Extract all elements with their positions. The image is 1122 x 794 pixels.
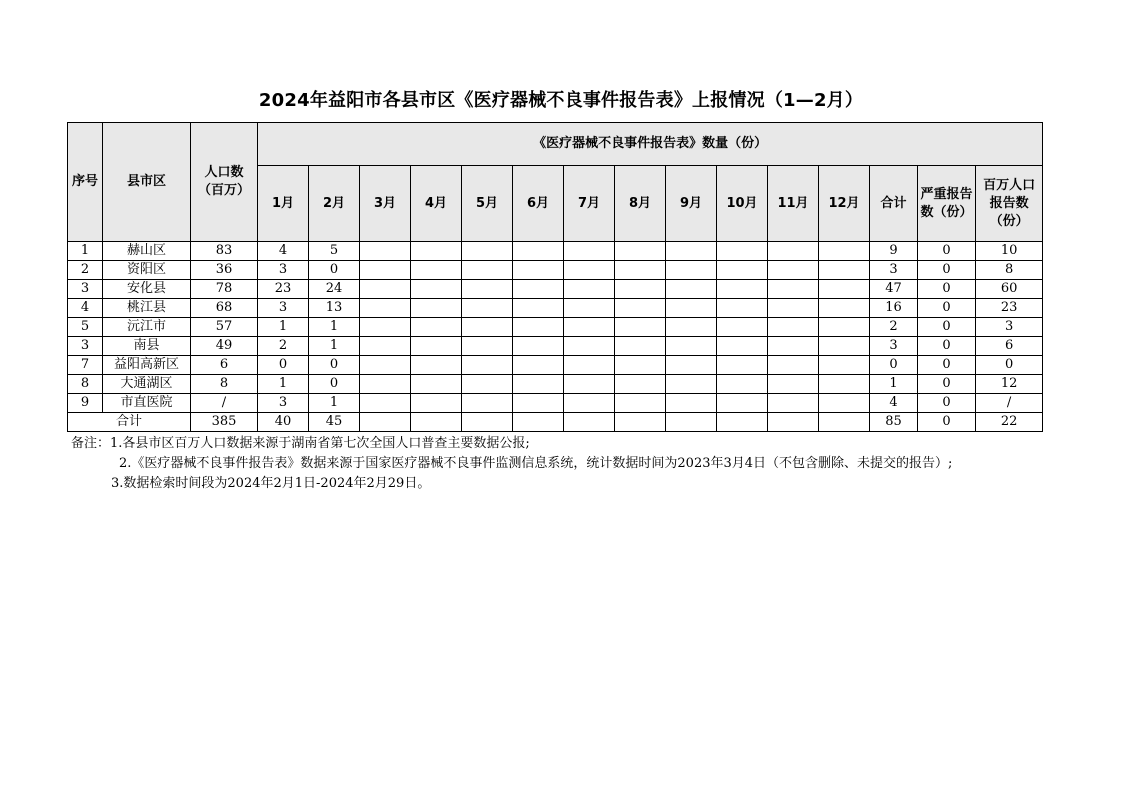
cell-month-3 — [360, 261, 411, 280]
cell-total: 4 — [870, 394, 918, 413]
cell-month-3 — [360, 280, 411, 299]
cell-month-12 — [819, 242, 870, 261]
cell-serious: 0 — [918, 299, 976, 318]
cell-month-11 — [768, 394, 819, 413]
cell-population: 6 — [191, 356, 258, 375]
cell-month-1: 1 — [258, 375, 309, 394]
table-row — [68, 261, 1043, 280]
cell-month-6 — [513, 318, 564, 337]
cell-month-8 — [615, 242, 666, 261]
cell-month-9 — [666, 318, 717, 337]
cell-month-6 — [513, 242, 564, 261]
cell-month-10 — [717, 356, 768, 375]
cell-month-11 — [768, 375, 819, 394]
cell-month-12 — [819, 413, 870, 432]
cell-month-3 — [360, 337, 411, 356]
cell-serious: 0 — [918, 337, 976, 356]
cell-month-9 — [666, 242, 717, 261]
cell-month-6 — [513, 299, 564, 318]
cell-total: 0 — [870, 356, 918, 375]
cell-total: 3 — [870, 261, 918, 280]
cell-month-2: 1 — [309, 337, 360, 356]
cell-seq: 2 — [68, 261, 103, 280]
cell-county: 市直医院 — [103, 394, 191, 413]
cell-population: 68 — [191, 299, 258, 318]
cell-month-8 — [615, 413, 666, 432]
cell-population: 385 — [191, 413, 258, 432]
cell-total: 47 — [870, 280, 918, 299]
cell-month-7 — [564, 280, 615, 299]
cell-month-8 — [615, 337, 666, 356]
cell-month-12 — [819, 280, 870, 299]
total-row — [68, 413, 1043, 432]
cell-month-5 — [462, 299, 513, 318]
cell-month-3 — [360, 356, 411, 375]
cell-population: 36 — [191, 261, 258, 280]
cell-month-5 — [462, 280, 513, 299]
cell-per-million: 22 — [976, 413, 1043, 432]
cell-month-9 — [666, 280, 717, 299]
cell-month-10 — [717, 299, 768, 318]
cell-month-4 — [411, 375, 462, 394]
header-month-12: 12月 — [819, 166, 870, 242]
header-month-2: 2月 — [309, 166, 360, 242]
cell-month-7 — [564, 242, 615, 261]
cell-population: 49 — [191, 337, 258, 356]
cell-month-9 — [666, 356, 717, 375]
cell-month-8 — [615, 318, 666, 337]
cell-month-10 — [717, 242, 768, 261]
cell-serious: 0 — [918, 394, 976, 413]
cell-month-11 — [768, 242, 819, 261]
header-month-9: 9月 — [666, 166, 717, 242]
cell-month-2: 13 — [309, 299, 360, 318]
cell-per-million: 6 — [976, 337, 1043, 356]
cell-serious: 0 — [918, 375, 976, 394]
table-row — [68, 394, 1043, 413]
cell-month-1: 1 — [258, 318, 309, 337]
header-month-10: 10月 — [717, 166, 768, 242]
cell-month-1: 3 — [258, 394, 309, 413]
cell-month-5 — [462, 261, 513, 280]
cell-seq: 5 — [68, 318, 103, 337]
cell-month-3 — [360, 299, 411, 318]
cell-per-million: 0 — [976, 356, 1043, 375]
table-row — [68, 318, 1043, 337]
total-label: 合计 — [68, 413, 191, 432]
cell-total: 16 — [870, 299, 918, 318]
cell-county: 益阳高新区 — [103, 356, 191, 375]
header-county: 县市区 — [103, 123, 191, 242]
cell-month-4 — [411, 413, 462, 432]
cell-seq: 9 — [68, 394, 103, 413]
cell-month-8 — [615, 299, 666, 318]
cell-county: 赫山区 — [103, 242, 191, 261]
header-per-million: 百万人口报告数（份） — [976, 166, 1043, 242]
cell-month-5 — [462, 318, 513, 337]
cell-month-6 — [513, 375, 564, 394]
cell-per-million: 60 — [976, 280, 1043, 299]
cell-month-4 — [411, 356, 462, 375]
cell-month-7 — [564, 394, 615, 413]
cell-month-9 — [666, 394, 717, 413]
cell-month-2: 5 — [309, 242, 360, 261]
cell-per-million: 12 — [976, 375, 1043, 394]
page-title: 2024年益阳市各县市区《医疗器械不良事件报告表》上报情况（1—2月） — [258, 90, 864, 111]
cell-month-5 — [462, 242, 513, 261]
cell-seq: 3 — [68, 337, 103, 356]
cell-per-million: 23 — [976, 299, 1043, 318]
cell-month-8 — [615, 280, 666, 299]
header-month-7: 7月 — [564, 166, 615, 242]
cell-month-1: 40 — [258, 413, 309, 432]
cell-month-6 — [513, 337, 564, 356]
cell-month-2: 0 — [309, 375, 360, 394]
cell-seq: 7 — [68, 356, 103, 375]
cell-total: 85 — [870, 413, 918, 432]
cell-month-8 — [615, 375, 666, 394]
cell-seq: 4 — [68, 299, 103, 318]
cell-month-2: 1 — [309, 318, 360, 337]
cell-serious: 0 — [918, 413, 976, 432]
cell-month-4 — [411, 280, 462, 299]
cell-month-2: 45 — [309, 413, 360, 432]
cell-month-5 — [462, 375, 513, 394]
header-report-group: 《医疗器械不良事件报告表》数量（份） — [258, 123, 1043, 166]
cell-month-3 — [360, 242, 411, 261]
cell-month-12 — [819, 261, 870, 280]
cell-month-7 — [564, 375, 615, 394]
cell-month-7 — [564, 318, 615, 337]
cell-total: 1 — [870, 375, 918, 394]
cell-month-11 — [768, 356, 819, 375]
cell-month-9 — [666, 261, 717, 280]
cell-population: 78 — [191, 280, 258, 299]
cell-month-1: 0 — [258, 356, 309, 375]
cell-population: 57 — [191, 318, 258, 337]
header-month-6: 6月 — [513, 166, 564, 242]
note-3: 3.数据检索时间段为2024年2月1日-2024年2月29日。 — [111, 476, 431, 491]
cell-month-7 — [564, 299, 615, 318]
cell-seq: 1 — [68, 242, 103, 261]
cell-county: 资阳区 — [103, 261, 191, 280]
table-row — [68, 242, 1043, 261]
note-2: 2.《医疗器械不良事件报告表》数据来源于国家医疗器械不良事件监测信息系统，统计数据时间为2023年3月4日（不包含删除、未提交的报告）; — [119, 456, 953, 471]
cell-county: 安化县 — [103, 280, 191, 299]
cell-month-6 — [513, 280, 564, 299]
cell-month-2: 1 — [309, 394, 360, 413]
cell-serious: 0 — [918, 280, 976, 299]
cell-month-5 — [462, 356, 513, 375]
cell-month-6 — [513, 261, 564, 280]
cell-month-8 — [615, 356, 666, 375]
header-population: 人口数（百万） — [191, 123, 258, 242]
cell-total: 3 — [870, 337, 918, 356]
cell-month-1: 3 — [258, 299, 309, 318]
header-month-3: 3月 — [360, 166, 411, 242]
cell-month-9 — [666, 413, 717, 432]
cell-month-12 — [819, 356, 870, 375]
table-row — [68, 280, 1043, 299]
cell-month-9 — [666, 337, 717, 356]
cell-total: 9 — [870, 242, 918, 261]
cell-month-10 — [717, 280, 768, 299]
cell-seq: 3 — [68, 280, 103, 299]
cell-month-11 — [768, 299, 819, 318]
cell-county: 桃江县 — [103, 299, 191, 318]
cell-month-10 — [717, 318, 768, 337]
cell-population: / — [191, 394, 258, 413]
cell-serious: 0 — [918, 261, 976, 280]
cell-month-6 — [513, 413, 564, 432]
cell-month-1: 2 — [258, 337, 309, 356]
cell-month-3 — [360, 375, 411, 394]
cell-month-7 — [564, 337, 615, 356]
cell-month-4 — [411, 261, 462, 280]
cell-month-1: 3 — [258, 261, 309, 280]
cell-month-4 — [411, 318, 462, 337]
cell-month-4 — [411, 337, 462, 356]
cell-month-10 — [717, 394, 768, 413]
header-month-8: 8月 — [615, 166, 666, 242]
notes — [71, 434, 1051, 494]
cell-month-12 — [819, 375, 870, 394]
cell-month-11 — [768, 413, 819, 432]
cell-month-12 — [819, 394, 870, 413]
report-table — [67, 122, 1043, 432]
cell-county: 沅江市 — [103, 318, 191, 337]
cell-serious: 0 — [918, 318, 976, 337]
cell-month-12 — [819, 299, 870, 318]
cell-per-million: 10 — [976, 242, 1043, 261]
table-row — [68, 337, 1043, 356]
cell-month-11 — [768, 337, 819, 356]
cell-month-10 — [717, 261, 768, 280]
cell-month-1: 4 — [258, 242, 309, 261]
cell-month-11 — [768, 318, 819, 337]
table-row — [68, 375, 1043, 394]
cell-month-6 — [513, 356, 564, 375]
header-month-1: 1月 — [258, 166, 309, 242]
cell-serious: 0 — [918, 356, 976, 375]
cell-month-12 — [819, 337, 870, 356]
cell-total: 2 — [870, 318, 918, 337]
cell-per-million: / — [976, 394, 1043, 413]
header-total: 合计 — [870, 166, 918, 242]
cell-month-12 — [819, 318, 870, 337]
cell-month-10 — [717, 337, 768, 356]
cell-county: 南县 — [103, 337, 191, 356]
cell-month-6 — [513, 394, 564, 413]
header-month-5: 5月 — [462, 166, 513, 242]
cell-month-1: 23 — [258, 280, 309, 299]
header-month-11: 11月 — [768, 166, 819, 242]
header-seq: 序号 — [68, 123, 103, 242]
cell-month-9 — [666, 375, 717, 394]
cell-month-4 — [411, 394, 462, 413]
cell-month-5 — [462, 337, 513, 356]
cell-month-7 — [564, 261, 615, 280]
cell-month-3 — [360, 413, 411, 432]
cell-population: 8 — [191, 375, 258, 394]
cell-month-7 — [564, 356, 615, 375]
cell-month-4 — [411, 299, 462, 318]
cell-seq: 8 — [68, 375, 103, 394]
cell-month-10 — [717, 413, 768, 432]
table-row — [68, 356, 1043, 375]
cell-county: 大通湖区 — [103, 375, 191, 394]
cell-month-10 — [717, 375, 768, 394]
cell-population: 83 — [191, 242, 258, 261]
cell-month-5 — [462, 394, 513, 413]
cell-month-7 — [564, 413, 615, 432]
cell-month-11 — [768, 280, 819, 299]
header-month-4: 4月 — [411, 166, 462, 242]
cell-month-11 — [768, 261, 819, 280]
table-row — [68, 299, 1043, 318]
cell-month-2: 24 — [309, 280, 360, 299]
cell-month-3 — [360, 318, 411, 337]
cell-serious: 0 — [918, 242, 976, 261]
cell-month-8 — [615, 261, 666, 280]
cell-per-million: 8 — [976, 261, 1043, 280]
note-1: 备注：1.各县市区百万人口数据来源于湖南省第七次全国人口普查主要数据公报; — [71, 436, 530, 451]
header-serious: 严重报告数（份） — [918, 166, 976, 242]
cell-month-2: 0 — [309, 261, 360, 280]
cell-month-2: 0 — [309, 356, 360, 375]
cell-month-9 — [666, 299, 717, 318]
cell-per-million: 3 — [976, 318, 1043, 337]
cell-month-8 — [615, 394, 666, 413]
cell-month-4 — [411, 242, 462, 261]
cell-month-5 — [462, 413, 513, 432]
cell-month-3 — [360, 394, 411, 413]
